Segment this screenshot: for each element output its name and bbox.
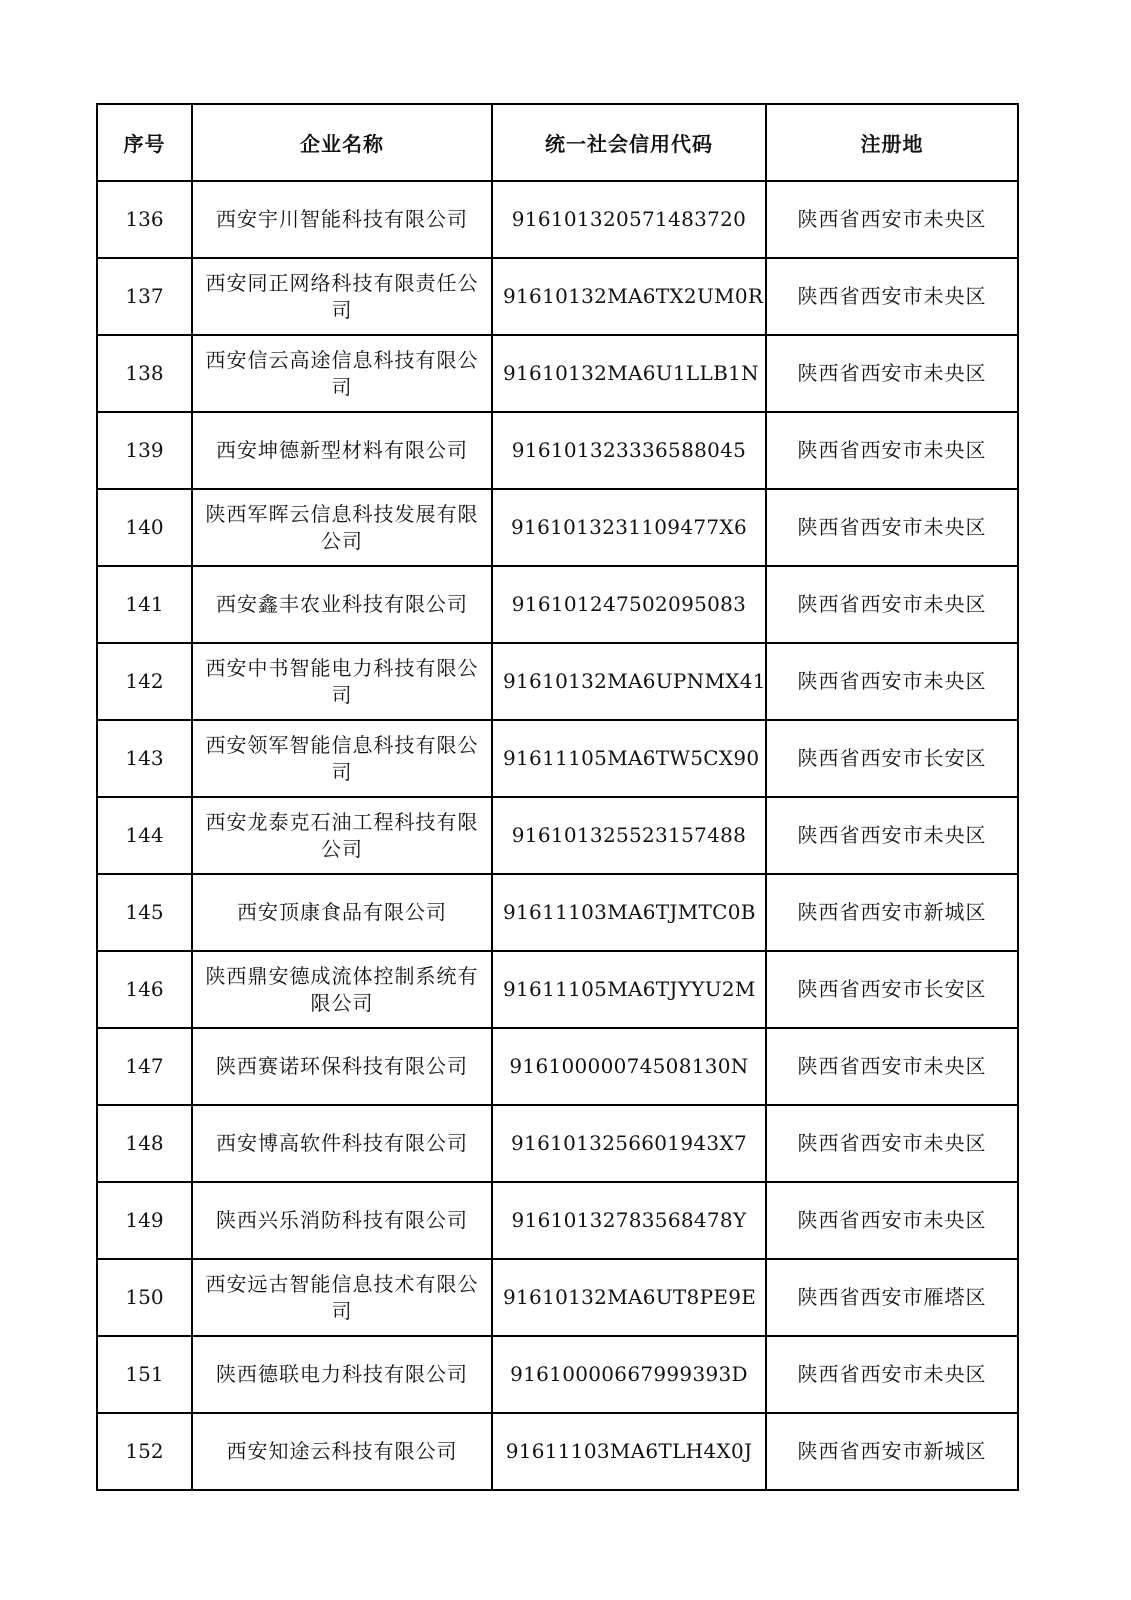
table-row [97, 1028, 1018, 1105]
row-company-name: 陕西赛诺环保科技有限公司 [192, 1028, 492, 1105]
row-credit-code: 916101323336588045 [492, 412, 766, 489]
row-address: 陕西省西安市雁塔区 [766, 1259, 1018, 1336]
row-seq: 139 [97, 412, 192, 489]
row-address: 陕西省西安市未央区 [766, 412, 1018, 489]
row-company-name: 陕西军晖云信息科技发展有限公司 [192, 489, 492, 566]
row-credit-code: 91610000667999393D [492, 1336, 766, 1413]
row-credit-code: 91610132MA6U1LLB1N [492, 335, 766, 412]
row-seq: 151 [97, 1336, 192, 1413]
row-address: 陕西省西安市长安区 [766, 720, 1018, 797]
table-row [97, 951, 1018, 1028]
table-row [97, 258, 1018, 335]
table-row [97, 566, 1018, 643]
row-company-name: 陕西兴乐消防科技有限公司 [192, 1182, 492, 1259]
row-seq: 137 [97, 258, 192, 335]
table-row [97, 412, 1018, 489]
table-row [97, 489, 1018, 566]
row-address: 陕西省西安市未央区 [766, 1336, 1018, 1413]
row-credit-code: 916101247502095083 [492, 566, 766, 643]
table-row [97, 1336, 1018, 1413]
row-address: 陕西省西安市未央区 [766, 181, 1018, 258]
row-seq: 141 [97, 566, 192, 643]
row-company-name: 西安中书智能电力科技有限公司 [192, 643, 492, 720]
row-address: 陕西省西安市未央区 [766, 643, 1018, 720]
row-company-name: 西安同正网络科技有限责任公司 [192, 258, 492, 335]
row-company-name: 陕西德联电力科技有限公司 [192, 1336, 492, 1413]
row-seq: 138 [97, 335, 192, 412]
row-address: 陕西省西安市未央区 [766, 1182, 1018, 1259]
row-credit-code: 91611105MA6TJYYU2M [492, 951, 766, 1028]
header-name: 企业名称 [192, 104, 492, 181]
row-company-name: 西安信云高途信息科技有限公司 [192, 335, 492, 412]
row-credit-code: 91610132MA6TX2UM0R [492, 258, 766, 335]
row-company-name: 西安远古智能信息技术有限公司 [192, 1259, 492, 1336]
row-credit-code: 916101320571483720 [492, 181, 766, 258]
table-row [97, 1182, 1018, 1259]
table-row [97, 1413, 1018, 1490]
table-row [97, 181, 1018, 258]
enterprise-table [96, 103, 1019, 1491]
row-address: 陕西省西安市新城区 [766, 874, 1018, 951]
table-row [97, 1105, 1018, 1182]
row-address: 陕西省西安市未央区 [766, 797, 1018, 874]
row-credit-code: 9161013256601943X7 [492, 1105, 766, 1182]
row-seq: 146 [97, 951, 192, 1028]
header-code: 统一社会信用代码 [492, 104, 766, 181]
header-seq: 序号 [97, 104, 192, 181]
row-address: 陕西省西安市新城区 [766, 1413, 1018, 1490]
row-address: 陕西省西安市未央区 [766, 1028, 1018, 1105]
row-credit-code: 91610132MA6UPNMX41 [492, 643, 766, 720]
row-address: 陕西省西安市未央区 [766, 258, 1018, 335]
row-company-name: 西安鑫丰农业科技有限公司 [192, 566, 492, 643]
row-address: 陕西省西安市未央区 [766, 566, 1018, 643]
row-company-name: 西安坤德新型材料有限公司 [192, 412, 492, 489]
row-credit-code: 9161013231109477X6 [492, 489, 766, 566]
row-credit-code: 91610132MA6UT8PE9E [492, 1259, 766, 1336]
row-address: 陕西省西安市未央区 [766, 489, 1018, 566]
row-company-name: 西安龙泰克石油工程科技有限公司 [192, 797, 492, 874]
table-row [97, 797, 1018, 874]
row-address: 陕西省西安市长安区 [766, 951, 1018, 1028]
header-address: 注册地 [766, 104, 1018, 181]
row-address: 陕西省西安市未央区 [766, 1105, 1018, 1182]
table-row [97, 720, 1018, 797]
row-seq: 142 [97, 643, 192, 720]
table-row [97, 643, 1018, 720]
row-company-name: 西安宇川智能科技有限公司 [192, 181, 492, 258]
row-credit-code: 916101325523157488 [492, 797, 766, 874]
row-credit-code: 91610132783568478Y [492, 1182, 766, 1259]
row-seq: 149 [97, 1182, 192, 1259]
row-seq: 145 [97, 874, 192, 951]
row-seq: 136 [97, 181, 192, 258]
row-company-name: 西安知途云科技有限公司 [192, 1413, 492, 1490]
row-credit-code: 91610000074508130N [492, 1028, 766, 1105]
row-seq: 140 [97, 489, 192, 566]
table-row [97, 335, 1018, 412]
row-company-name: 西安顶康食品有限公司 [192, 874, 492, 951]
row-seq: 143 [97, 720, 192, 797]
row-seq: 148 [97, 1105, 192, 1182]
table-row [97, 874, 1018, 951]
row-company-name: 西安领军智能信息科技有限公司 [192, 720, 492, 797]
row-address: 陕西省西安市未央区 [766, 335, 1018, 412]
row-seq: 147 [97, 1028, 192, 1105]
table-header [97, 104, 1018, 181]
row-credit-code: 91611105MA6TW5CX90 [492, 720, 766, 797]
table-body [97, 181, 1018, 1490]
table-row [97, 1259, 1018, 1336]
row-company-name: 陕西鼎安德成流体控制系统有限公司 [192, 951, 492, 1028]
header-row [97, 104, 1018, 181]
row-credit-code: 91611103MA6TLH4X0J [492, 1413, 766, 1490]
row-credit-code: 91611103MA6TJMTC0B [492, 874, 766, 951]
row-seq: 150 [97, 1259, 192, 1336]
row-company-name: 西安博高软件科技有限公司 [192, 1105, 492, 1182]
row-seq: 144 [97, 797, 192, 874]
row-seq: 152 [97, 1413, 192, 1490]
